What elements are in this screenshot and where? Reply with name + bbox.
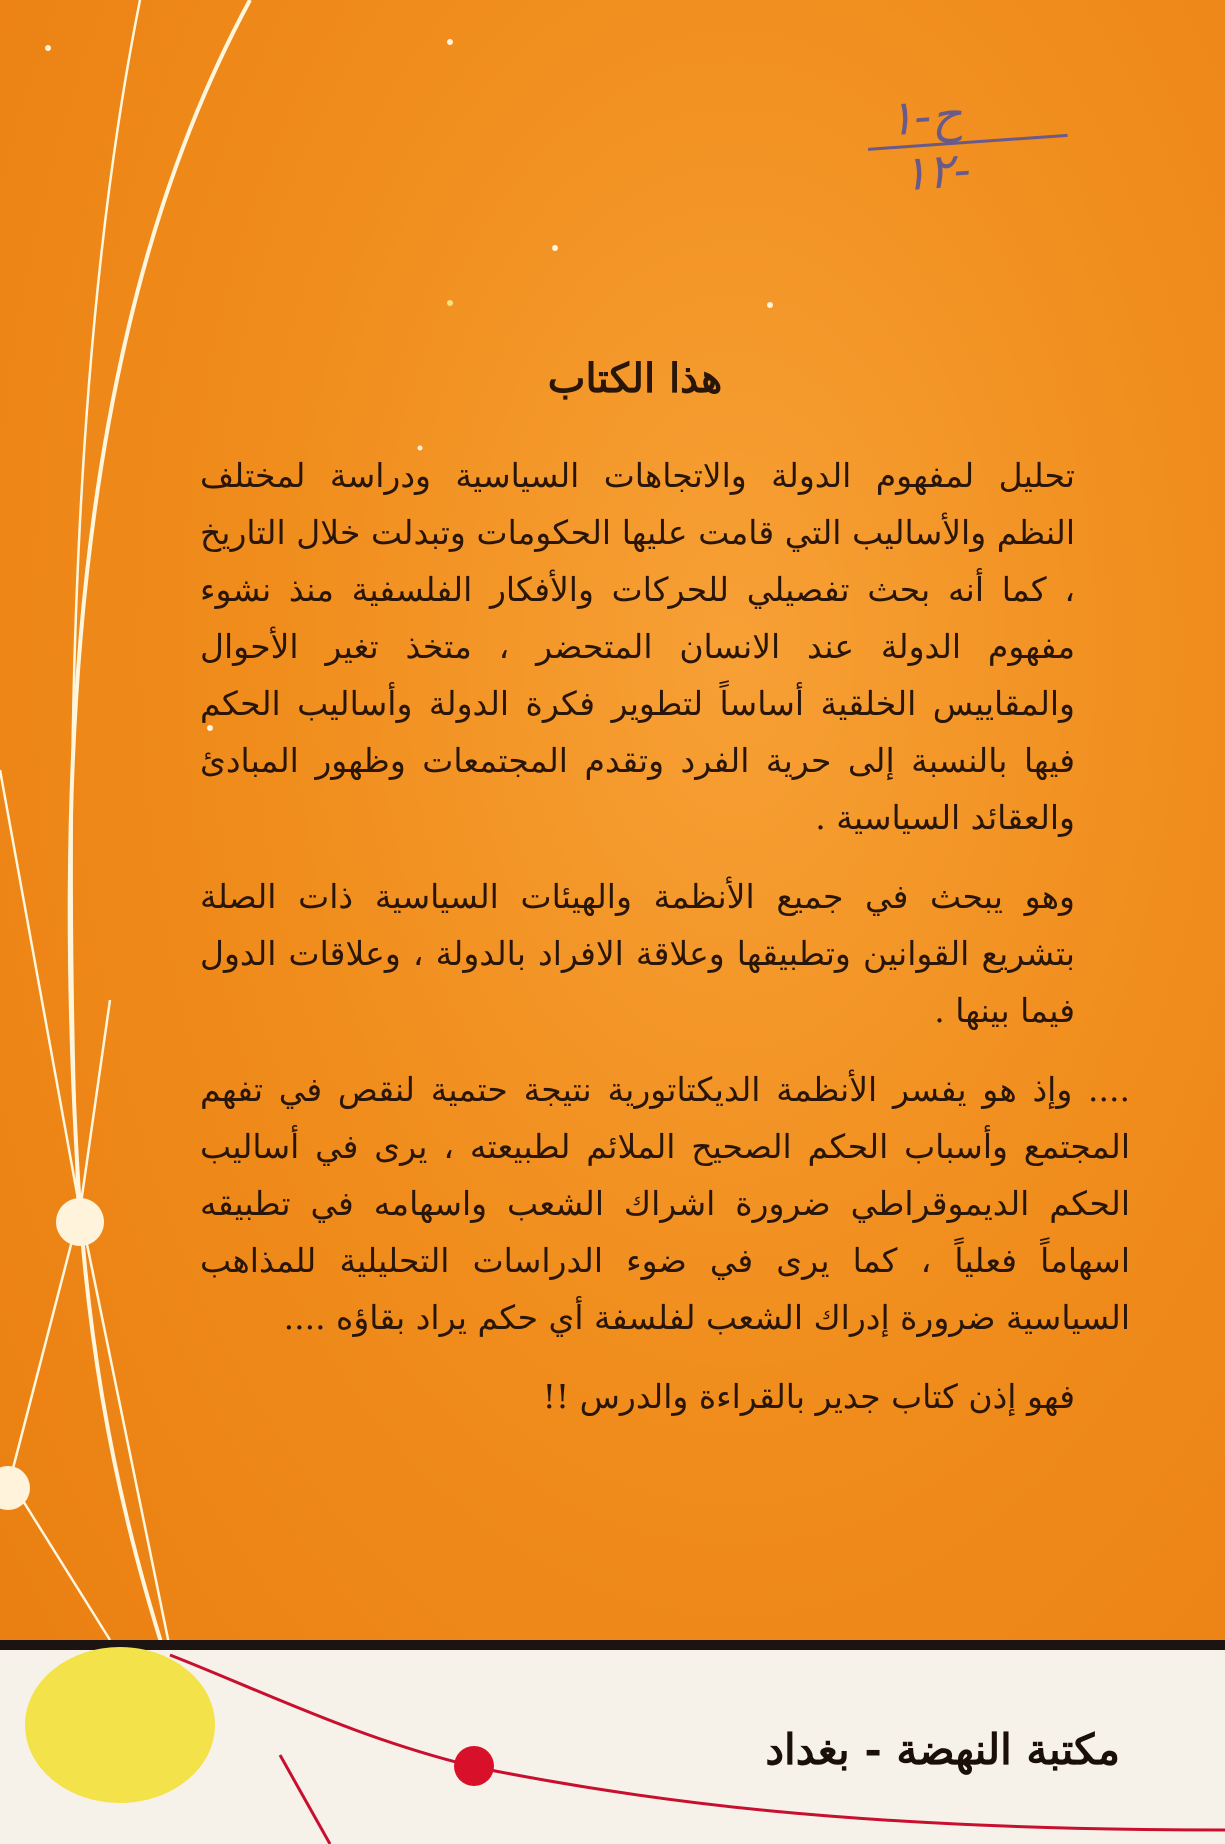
red-dot xyxy=(454,1746,494,1786)
handwritten-line-1: ح-١ xyxy=(886,86,964,148)
handwritten-line-2: ١٢- xyxy=(899,141,973,203)
red-orbit-line xyxy=(280,1755,330,1844)
handwritten-shelf-mark xyxy=(856,77,1104,213)
publisher-name: مكتبة النهضة - بغداد xyxy=(765,1725,1120,1774)
blurb-heading: هذا الكتاب xyxy=(547,355,723,402)
blurb-paragraph-3: .... وإذ هو يفسر الأنظمة الديكتاتورية نتيجة حتمية لنقص في تفهم المجتمع وأسباب الحكم الصحيح الملائم لطبيعته ، يرى في أساليب الحكم الديموقراطي ضرورة اشراك الشعب واسهامه في تطبيقه اسهاماً فعلياً ، كما يرى في ضوء الدراسات التحليلية للمذاهب السياسية ضرورة إدراك الشعب لفلسفة أي حكم يراد بقاؤه .... xyxy=(200,1070,1130,1337)
blurb-paragraph-4: فهو إذن كتاب جدير بالقراءة والدرس !! xyxy=(542,1377,1075,1416)
sun-circle xyxy=(25,1647,215,1803)
blurb-block xyxy=(200,355,1130,1447)
blurb-paragraph-2: وهو يبحث في جميع الأنظمة والهيئات السياسية ذات الصلة بتشريع القوانين وتطبيقها وعلاقة الافراد بالدولة ، وعلاقات الدول فيما بينها . xyxy=(200,877,1075,1030)
blurb-paragraph-1: تحليل لمفهوم الدولة والاتجاهات السياسية ودراسة لمختلف النظم والأساليب التي قامت عليها الحكومات وتبدلت خلال التاريخ ، كما أنه بحث تفصيلي للحركات والأفكار الفلسفية منذ نشوء مفهوم الدولة عند الانسان المتحضر ، متخذ تغير الأحوال والمقاييس الخلقية أساساً لتطوير فكرة الدولة وأساليب الحكم فيها بالنسبة إلى حرية الفرد وتقدم المجتمعات وظهور المبادئ والعقائد السياسية . xyxy=(200,456,1075,837)
